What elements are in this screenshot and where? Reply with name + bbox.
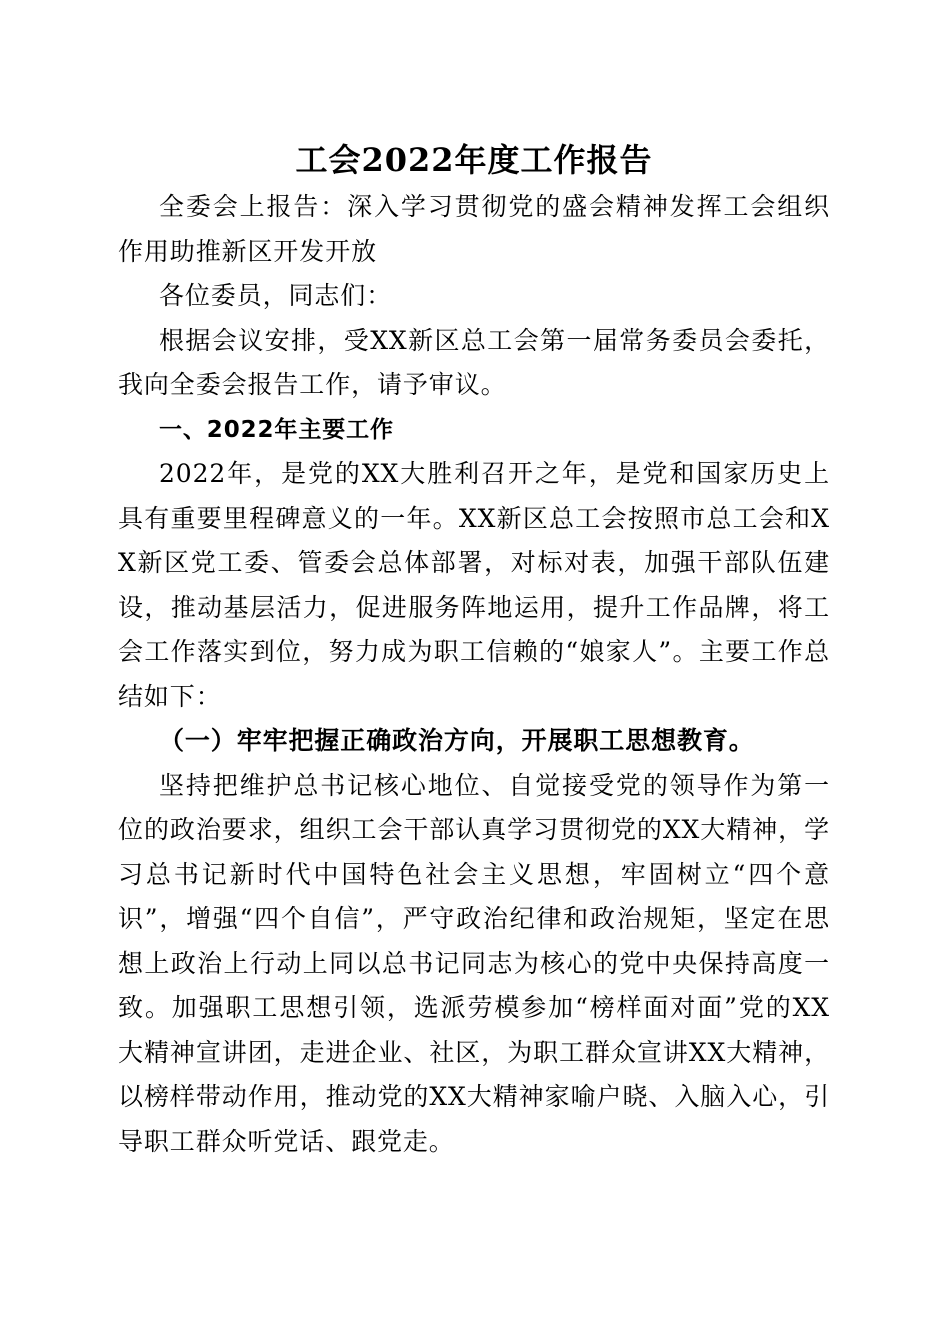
report-subtitle: 全委会上报告：深入学习贯彻党的盛会精神发挥工会组织作用助推新区开发开放 (118, 192, 830, 266)
subsection-paragraph: 坚持把维护总书记核心地位、自觉接受党的领导作为第一位的政治要求，组织工会干部认真学习贯彻党的XX大精神，学习总书记新时代中国特色社会主义思想，牢固树立“四个意识”，增强“四个自信”，严守政治纪律和政治规矩，坚定在思想上政治上行动上同以总书记同志为核心的党中央保持高度一致。加强职工思想引领，选派劳模参加“榜样面对面”党的XX大精神宣讲团，走进企业、社区，为职工群众宣讲XX大精神，以榜样带动作用，推动党的XX大精神家喻户晓、入脑入心，引导职工群众听党话、跟党走。 (118, 770, 830, 1156)
intro-paragraph: 根据会议安排，受XX新区总工会第一届常务委员会委托，我向全委会报告工作，请予审议。 (118, 325, 830, 399)
section-paragraph: 2022年，是党的XX大胜利召开之年，是党和国家历史上具有重要里程碑意义的一年。XX新区总工会按照市总工会和XX新区党工委、管委会总体部署，对标对表，加强干部队伍建设，推动基层活力，促进服务阵地运用，提升工作品牌，将工会工作落实到位，努力成为职工信赖的“娘家人”。主要工作总结如下： (118, 459, 830, 711)
document-body (118, 136, 830, 1164)
salutation: 各位委员，同志们： (159, 281, 393, 310)
section-heading: 一、2022年主要工作 (159, 416, 394, 443)
document-title: 工会2022年度工作报告 (295, 141, 653, 179)
subsection-heading: （一）牢牢把握正确政治方向，开展职工思想教育。 (159, 726, 755, 755)
